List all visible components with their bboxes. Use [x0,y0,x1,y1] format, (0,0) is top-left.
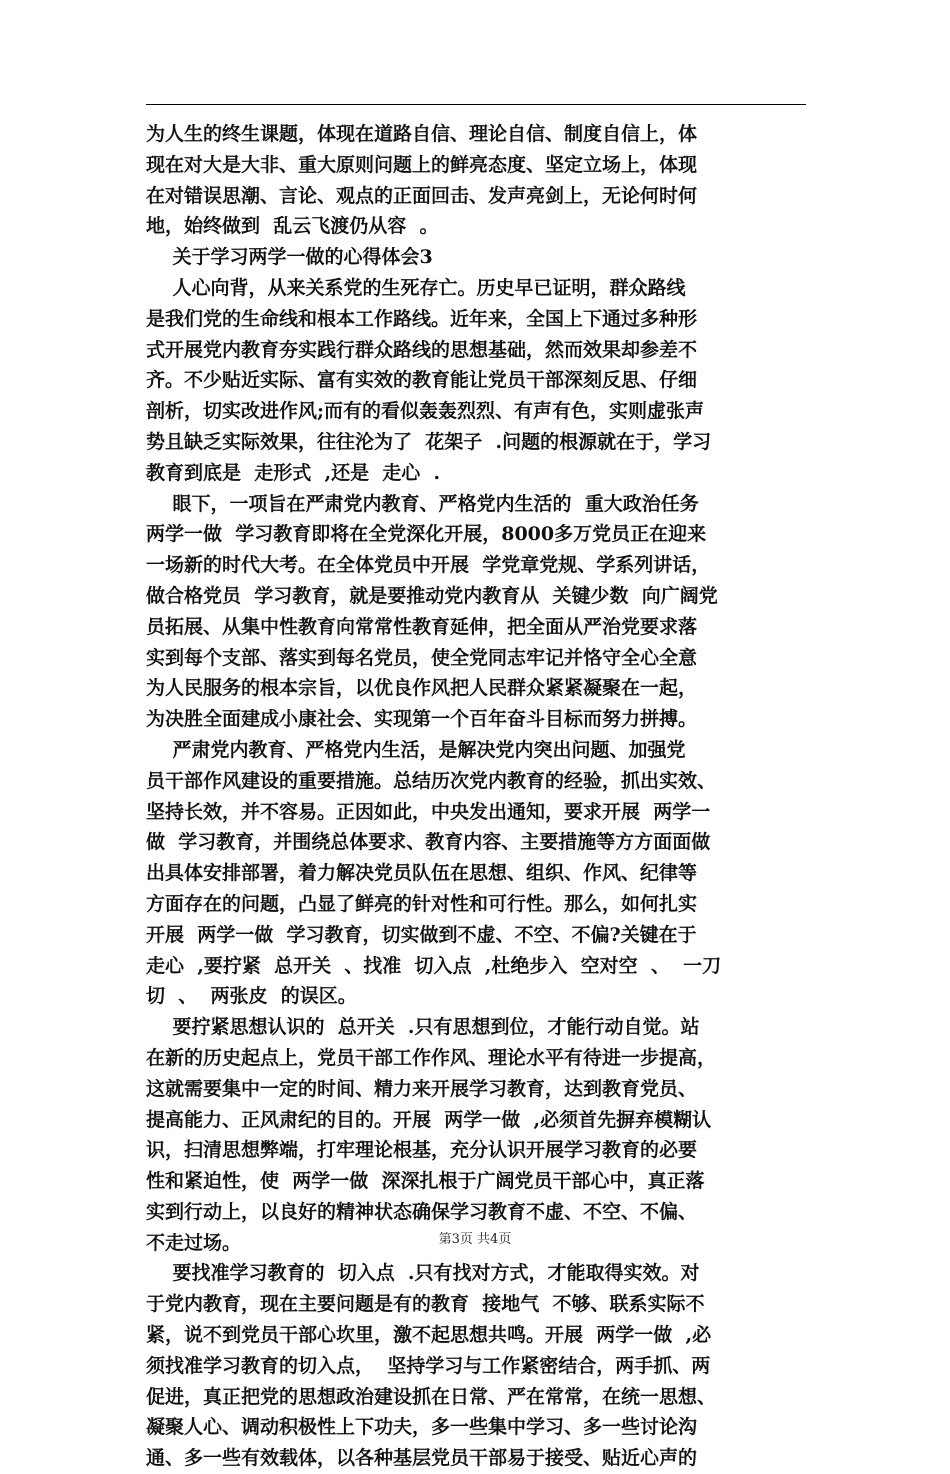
text-line: 做合格党员 学习教育，就是要推动党内教育从 关键少数 向广阔党 [146,584,718,607]
text-line: 走心 ,要拧紧 总开关 、找准 切入点 ,杜绝步入 空对空 、 一刀 [146,954,722,977]
text-line: 这就需要集中一定的时间、精力来开展学习教育，达到教育党员、 [146,1077,698,1100]
text-line: 要找准学习教育的 切入点 .只有找对方式，才能取得实效。对 [146,1262,700,1285]
text-line: 在对错误思潮、言论、观点的正面回击、发声亮剑上，无论何时何 [146,184,698,207]
text-line: 一场新的时代大考。在全体党员中开展 学党章党规、学系列讲话， [146,554,711,577]
text-line: 两学一做 学习教育即将在全党深化开展，8000多万党员正在迎来 [146,523,707,546]
header-rule [146,104,806,105]
text-line: 式开展党内教育夯实践行群众路线的思想基础，然而效果却参差不 [146,338,698,361]
text-line: 员拓展、从集中性教育向常常性教育延伸，把全面从严治党要求落 [146,615,698,638]
body-text [146,119,826,1474]
text-line: 不走过场。 [146,1231,242,1254]
text-line: 为人生的终生课题，体现在道路自信、理论自信、制度自信上，体 [146,123,698,145]
paragraph [146,1012,826,1258]
text-line: 关于学习两学一做的心得体会3 [146,246,433,269]
text-line: 出具体安排部署，着力解决党员队伍在思想、组织、作风、纪律等 [146,862,698,885]
text-line: 为人民服务的根本宗旨，以优良作风把人民群众紧紧凝聚在一起， [146,677,698,700]
text-line: 切 、 两张皮 的误区。 [146,985,357,1008]
text-line: 是我们党的生命线和根本工作路线。近年来，全国上下通过多种形 [146,307,698,330]
paragraph [146,1258,826,1474]
text-line: 促进，真正把党的思想政治建设抓在日常、严在常常，在统一思想、 [146,1385,717,1408]
text-line: 通、多一些有效载体，以各种基层党员干部易于接受、贴近心声的 [146,1447,698,1470]
paragraph [146,119,826,242]
text-line: 于党内教育，现在主要问题是有的教育 接地气 不够、联系实际不 [146,1293,705,1316]
paragraph [146,273,826,489]
text-line: 实到行动上，以良好的精神状态确保学习教育不虚、不空、不偏、 [146,1200,698,1223]
text-line: 地，始终做到 乱云飞渡仍从容 。 [146,215,439,238]
paragraph [146,489,826,735]
text-line: 要拧紧思想认识的 总开关 .只有思想到位，才能行动自觉。站 [146,1016,700,1039]
text-line: 性和紧迫性，使 两学一做 深深扎根于广阔党员干部心中，真正落 [146,1170,705,1193]
text-line: 员干部作风建设的重要措施。总结历次党内教育的经验，抓出实效、 [146,769,717,792]
text-line: 开展 两学一做 学习教育，切实做到不虚、不空、不偏?关键在于 [146,923,697,946]
text-line: 须找准学习教育的切入点， 坚持学习与工作紧密结合，两手抓、两 [146,1354,711,1377]
paragraph [146,735,826,1012]
text-line: 眼下，一项旨在严肃党内教育、严格党内生活的 重大政治任务 [146,492,699,515]
text-line: 严肃党内教育、严格党内生活，是解决党内突出问题、加强党 [146,738,686,761]
text-line: 人心向背，从来关系党的生死存亡。历史早已证明，群众路线 [146,276,686,299]
page-footer: 第3页 共4页 [438,1232,512,1247]
text-line: 紧，说不到党员干部心坎里，激不起思想共鸣。开展 两学一做 ,必 [146,1324,712,1347]
text-line: 齐。不少贴近实际、富有实效的教育能让党员干部深刻反思、仔细 [146,369,698,392]
text-line: 提高能力、正风肃纪的目的。开展 两学一做 ,必须首先摒弃模糊认 [146,1108,712,1131]
text-line: 做 学习教育，并围绕总体要求、教育内容、主要措施等方方面面做 [146,831,711,854]
text-line: 为决胜全面建成小康社会、实现第一个百年奋斗目标而努力拼搏。 [146,708,698,731]
text-line: 现在对大是大非、重大原则问题上的鲜亮态度、坚定立场上，体现 [146,153,698,176]
text-line: 在新的历史起点上，党员干部工作作风、理论水平有待进一步提高， [146,1046,717,1069]
text-line: 坚持长效，并不容易。正因如此，中央发出通知，要求开展 两学一 [146,800,711,823]
text-line: 识，扫清思想弊端，打牢理论根基，充分认识开展学习教育的必要 [146,1139,698,1162]
text-line: 实到每个支部、落实到每名党员，使全党同志牢记并恪守全心全意 [146,646,698,669]
text-line: 方面存在的问题，凸显了鲜亮的针对性和可行性。那么，如何扎实 [146,892,698,915]
paragraph [146,242,826,273]
text-line: 教育到底是 走形式 ,还是 走心 . [146,461,441,484]
text-line: 剖析，切实改进作风;而有的看似轰轰烈烈、有声有色，实则虚张声 [146,400,705,423]
text-line: 凝聚人心、调动积极性上下功夫，多一些集中学习、多一些讨论沟 [146,1416,698,1439]
text-line: 势且缺乏实际效果，往往沦为了 花架子 .问题的根源就在于，学习 [146,430,712,453]
